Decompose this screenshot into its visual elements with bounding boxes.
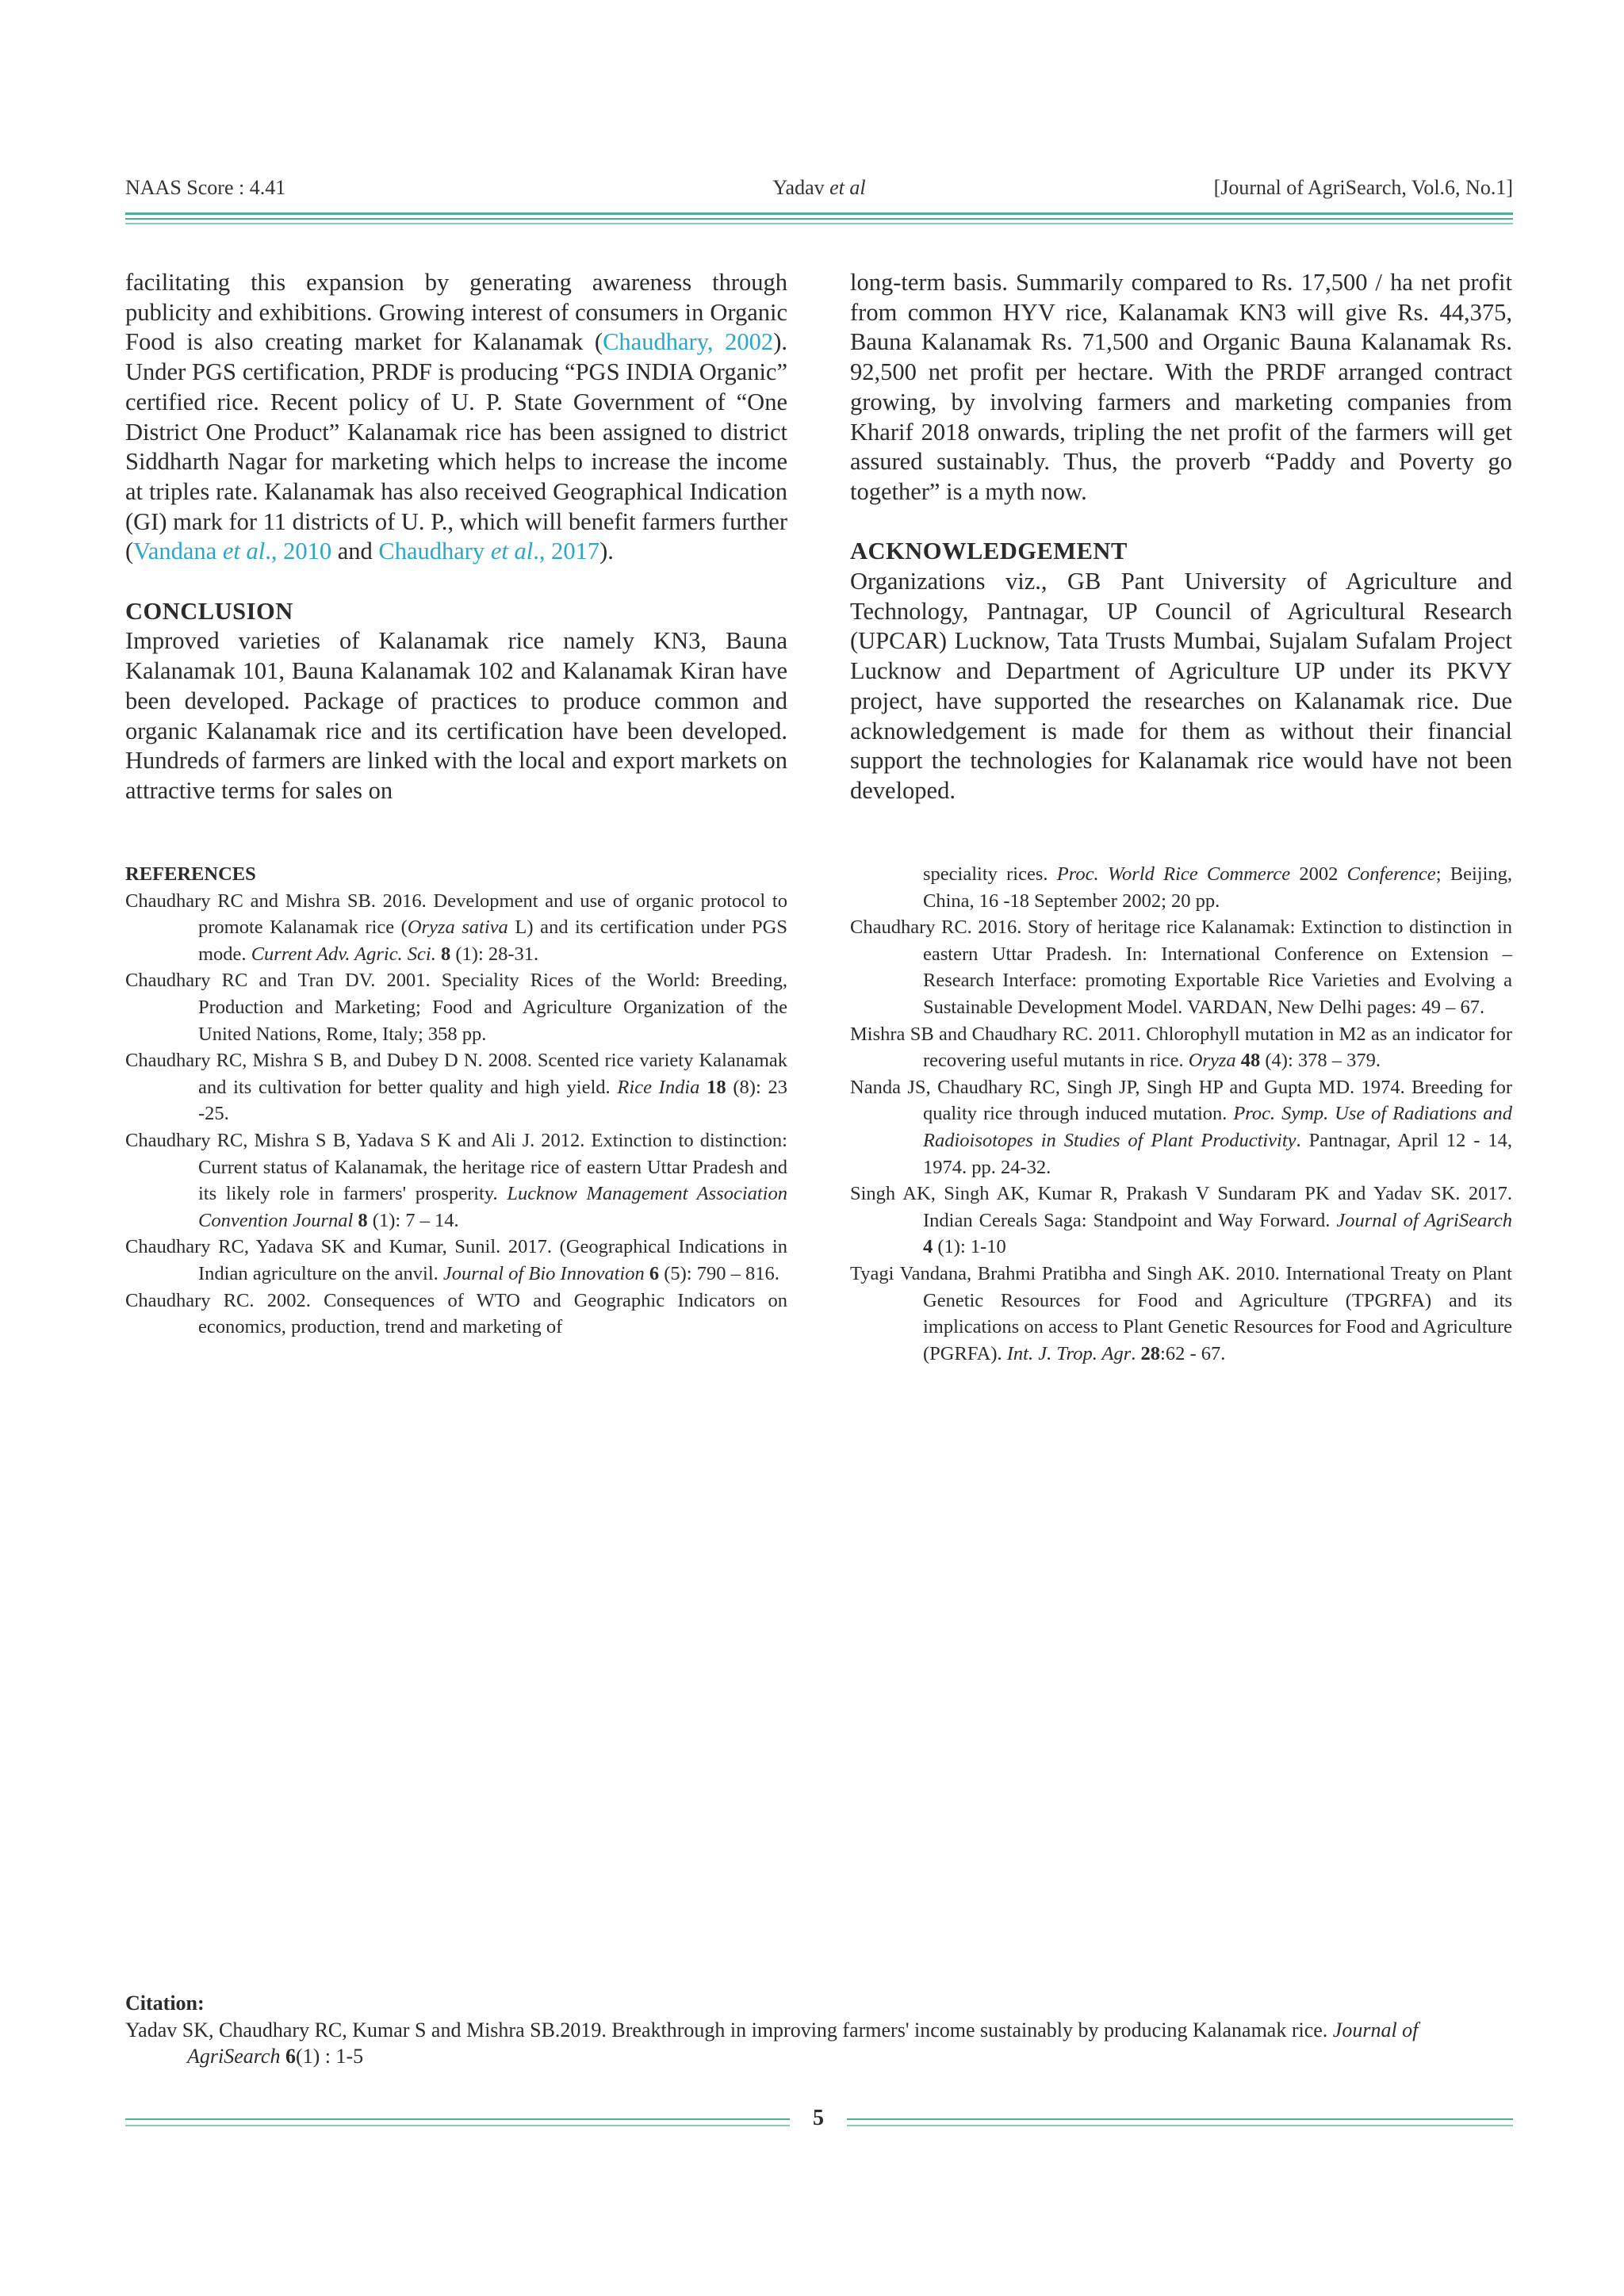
citation-link[interactable]: Chaudhary, 2002 — [603, 328, 774, 356]
citation-block — [125, 1990, 1513, 2070]
text-span: ). — [599, 538, 614, 565]
section-heading-conclusion: CONCLUSION — [125, 597, 293, 625]
header-rule — [125, 218, 1513, 220]
page-number: 5 — [813, 2106, 824, 2130]
left-column — [125, 268, 787, 806]
citation-text: Yadav SK, Chaudhary RC, Kumar S and Mishra SB.2019. Breakthrough in improving farmers' income sustainably by producing Kalanamak rice. Journal of AgriSearch 6(1) : 1-5 — [125, 2018, 1419, 2068]
reference-item: Tyagi Vandana, Brahmi Pratibha and Singh AK. 2010. International Treaty on Plant Genetic Resources for Food and Agriculture (TPGRFA) and its implications on access to Plant Genetic Resources for Food and Agriculture (PGRFA). Int. J. Trop. Agr. 28:62 - 67. — [850, 1262, 1512, 1364]
naas-score: NAAS Score : 4.41 — [125, 176, 286, 199]
reference-item: Mishra SB and Chaudhary RC. 2011. Chlorophyll mutation in M2 as an indicator for recovering useful mutants in rice. Oryza 48 (4): 378 – 379. — [850, 1023, 1512, 1072]
text-span: ). Under PGS certification, PRDF is producing “PGS INDIA Organic” certified rice. Recent policy of U. P. State Government of “One District One Product” Kalanamak rice has been assigned to district Siddharth Nagar for marketing which helps to increase the income at triples rate. Kalanamak has also received Geographical Indication (GI) mark for 11 districts of U. P., which will benefit farmers further ( — [125, 328, 787, 565]
right-column — [850, 268, 1512, 806]
footer-rule — [125, 2125, 790, 2126]
references-heading: REFERENCES — [125, 863, 256, 885]
header-rule — [125, 212, 1513, 215]
reference-item: Chaudhary RC and Mishra SB. 2016. Development and use of organic protocol to promote Kalanamak rice (Oryza sativa L) and its certification under PGS mode. Current Adv. Agric. Sci. 8 (1): 28-31. — [125, 890, 787, 965]
author-et-al: et al — [829, 176, 866, 199]
text-span: facilitating this expansion by generating awareness through publicity and exhibitions. Growing interest of consumers in Organic Food is also creating market for Kalanamak ( — [125, 269, 787, 356]
body-paragraph — [125, 268, 787, 567]
section-heading-acknowledgement: ACKNOWLEDGEMENT — [850, 538, 1128, 565]
reference-item: Chaudhary RC, Mishra S B, Yadava S K and Ali J. 2012. Extinction to distinction: Current status of Kalanamak, the heritage rice of eastern Uttar Pradesh and its likely role in farmers' prosperity. Lucknow Management Association Convention Journal 8 (1): 7 – 14. — [125, 1129, 787, 1231]
text-span: and — [331, 538, 379, 565]
body-paragraph: long-term basis. Summarily compared to Rs. 17,500 / ha net profit from common HYV rice, Kalanamak KN3 will give Rs. 44,375, Bauna Kalanamak Rs. 71,500 and Organic Bauna Kalanamak Rs. 92,500 net profit per hectare. With the PRDF arranged contract growing, by involving farmers and marketing companies from Kharif 2018 onwards, tripling the net profit of the farmers will get assured sustainably. Thus, the proverb “Paddy and Poverty go together” is a myth now. — [850, 269, 1512, 505]
author-name: Yadav — [772, 176, 830, 199]
footer-rule — [847, 2125, 1513, 2126]
reference-item: Chaudhary RC, Mishra S B, and Dubey D N. 2008. Scented rice variety Kalanamak and its cultivation for better quality and high yield. Rice India 18 (8): 23 -25. — [125, 1050, 788, 1125]
footer-rule — [847, 2118, 1513, 2120]
running-header — [125, 176, 1513, 208]
conclusion-text: Improved varieties of Kalanamak rice namely KN3, Bauna Kalanamak 101, Bauna Kalanamak 102 and Kalanamak Kiran have been developed. Package of practices to produce common and organic Kalanamak rice and its certification have been developed. Hundreds of farmers are linked with the local and export markets on attractive terms for sales on — [125, 627, 787, 804]
journal-info: [Journal of AgriSearch, Vol.6, No.1] — [1213, 176, 1513, 199]
reference-item: Singh AK, Singh AK, Kumar R, Prakash V Sundaram PK and Yadav SK. 2017. Indian Cereals Saga: Standpoint and Way Forward. Journal of AgriSearch 4 (1): 1-10 — [850, 1183, 1512, 1258]
reference-item: Chaudhary RC, Yadava SK and Kumar, Sunil. 2017. (Geographical Indications in Indian agriculture on the anvil. Journal of Bio Innovation 6 (5): 790 – 816. — [125, 1236, 787, 1284]
reference-item: Chaudhary RC. 2016. Story of heritage rice Kalanamak: Extinction to distinction in eastern Uttar Pradesh. In: International Conference on Extension – Research Interface: promoting Exportable Rice Varieties and Evolving a Sustainable Development Model. VARDAN, New Delhi pages: 49 – 67. — [850, 916, 1512, 1018]
citation-link[interactable]: Chaudhary et al., 2017 — [378, 538, 600, 565]
citation-link[interactable]: Vandana et al., 2010 — [133, 538, 332, 565]
reference-continuation: speciality rices. Proc. World Rice Commerce 2002 Conference; Beijing, China, 16 -18 September 2002; 20 pp. — [923, 863, 1513, 912]
citation-heading: Citation: — [125, 1992, 205, 2015]
reference-item: Chaudhary RC and Tran DV. 2001. Speciality Rices of the World: Breeding, Production and Marketing; Food and Agriculture Organization of the United Nations, Rome, Italy; 358 pp. — [125, 970, 787, 1045]
references-left — [125, 861, 787, 1341]
header-rule — [125, 223, 1513, 224]
reference-item: Nanda JS, Chaudhary RC, Singh JP, Singh HP and Gupta MD. 1974. Breeding for quality rice through induced mutation. Proc. Symp. Use of Radiations and Radioisotopes in Studies of Plant Productivity. Pantnagar, April 12 - 14, 1974. pp. 24-32. — [850, 1076, 1512, 1178]
references-right — [850, 861, 1512, 1367]
reference-item: Chaudhary RC. 2002. Consequences of WTO and Geographic Indicators on economics, production, trend and marketing of — [125, 1289, 787, 1338]
footer-rule — [125, 2118, 790, 2120]
acknowledgement-text: Organizations viz., GB Pant University of Agriculture and Technology, Pantnagar, UP Council of Agricultural Research (UPCAR) Lucknow, Tata Trusts Mumbai, Sujalam Sufalam Project Lucknow and Department of Agriculture UP under its PKVY project, have supported the researches on Kalanamak rice. Due acknowledgement is made for them as without their financial support the technologies for Kalanamak rice would have not been developed. — [850, 568, 1512, 804]
